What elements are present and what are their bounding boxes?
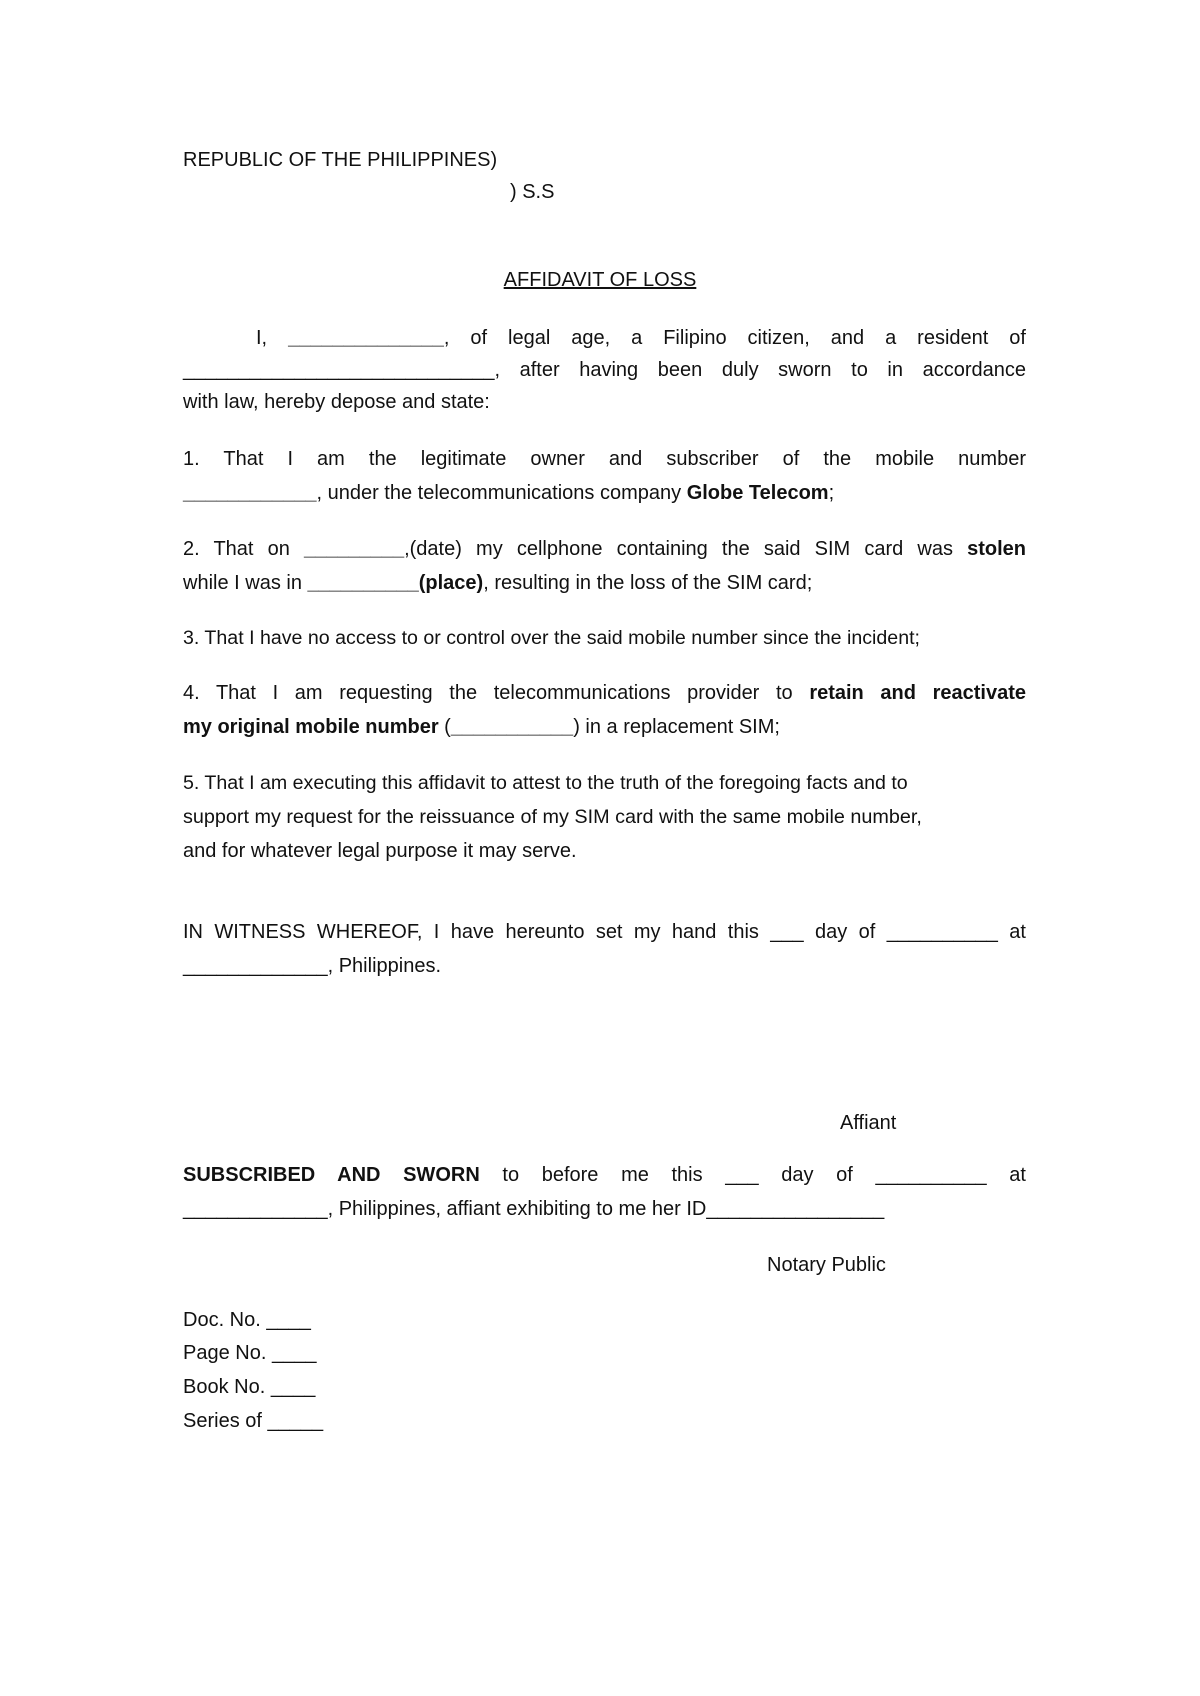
book-no: Book No. ____ (183, 1376, 316, 1398)
item-1-line-1 (183, 443, 1026, 476)
mobile-number-blank: ____________ (183, 482, 317, 504)
item-1-text-b: , under the telecommunications company (316, 482, 687, 504)
date-blank: _________ (303, 538, 405, 560)
subscribed-line-2: _____________, Philippines, affiant exhibiting to me her ID________________ (183, 1198, 885, 1220)
item-5-line-3: and for whatever legal purpose it may serve. (183, 840, 577, 862)
subscribed-line-1 (183, 1159, 1026, 1192)
place-blank: __________ (307, 572, 419, 594)
item-4-text-c: ) in a replacement SIM; (573, 716, 780, 738)
affiant-label: Affiant (840, 1112, 897, 1134)
company-name: Globe Telecom (686, 482, 829, 504)
header-ss: ) S.S (510, 181, 555, 203)
item-5-line-1: 5. That I am executing this affidavit to attest to the truth of the foregoing facts and to (183, 772, 908, 794)
intro-text-1: , of legal age, a Filipino citizen, and a resident of (443, 327, 1026, 349)
item-4-text-b: ( (438, 716, 451, 738)
original-number-text: my original mobile number (183, 716, 439, 738)
item-1-line-2 (183, 477, 1026, 510)
item-4-line-2 (183, 711, 1026, 744)
original-number-blank: ___________ (450, 716, 574, 738)
item-4-text-a: 4. That I am requesting the telecommunications provider to (183, 682, 810, 704)
residence-blank: ____________________________ (183, 359, 495, 381)
item-3: 3. That I have no access to or control over the said mobile number since the incident; (183, 627, 920, 649)
name-blank: ______________ (288, 327, 444, 349)
item-4-line-1 (183, 677, 1026, 710)
item-1-text: That I am the legitimate owner and subscriber of the mobile number (223, 448, 1026, 470)
header-republic: REPUBLIC OF THE PHILIPPINES) (183, 149, 498, 171)
notary-label: Notary Public (767, 1254, 886, 1276)
doc-no: Doc. No. ____ (183, 1309, 311, 1331)
witness-line-1: IN WITNESS WHEREOF, I have hereunto set my hand this ___ day of __________ at (183, 921, 1026, 943)
intro-i: I, (256, 327, 268, 349)
item-2-text-d: , resulting in the loss of the SIM card; (483, 572, 813, 594)
place-word: (place) (418, 572, 484, 594)
item-2-text-c: while I was in (183, 572, 308, 594)
document-title: AFFIDAVIT OF LOSS (503, 269, 697, 291)
subscribed-text-a: to before me this ___ day of __________ at (479, 1164, 1026, 1186)
intro-line-2 (183, 354, 1026, 387)
item-2-line-1 (183, 533, 1026, 566)
item-2-text-b: ,(date) my cellphone containing the said SIM card was (404, 538, 968, 560)
page-no: Page No. ____ (183, 1342, 317, 1364)
intro-text-2: , after having been duly sworn to in accordance (494, 359, 1026, 381)
stolen-word: stolen (967, 538, 1026, 560)
retain-reactivate: retain and reactivate (809, 682, 1027, 704)
item-2-text-a: 2. That on (183, 538, 304, 560)
witness-line-2: _____________, Philippines. (183, 955, 441, 977)
intro-line-3: with law, hereby depose and state: (183, 391, 490, 413)
item-1-text-c: ; (828, 482, 835, 504)
intro-line-1 (183, 322, 1026, 355)
item-1-number: 1. (183, 448, 200, 470)
item-5-line-2: support my request for the reissuance of my SIM card with the same mobile number, (183, 806, 922, 828)
subscribed-sworn: SUBSCRIBED AND SWORN (183, 1164, 480, 1186)
item-2-line-2 (183, 567, 1026, 600)
series-of: Series of _____ (183, 1410, 324, 1432)
